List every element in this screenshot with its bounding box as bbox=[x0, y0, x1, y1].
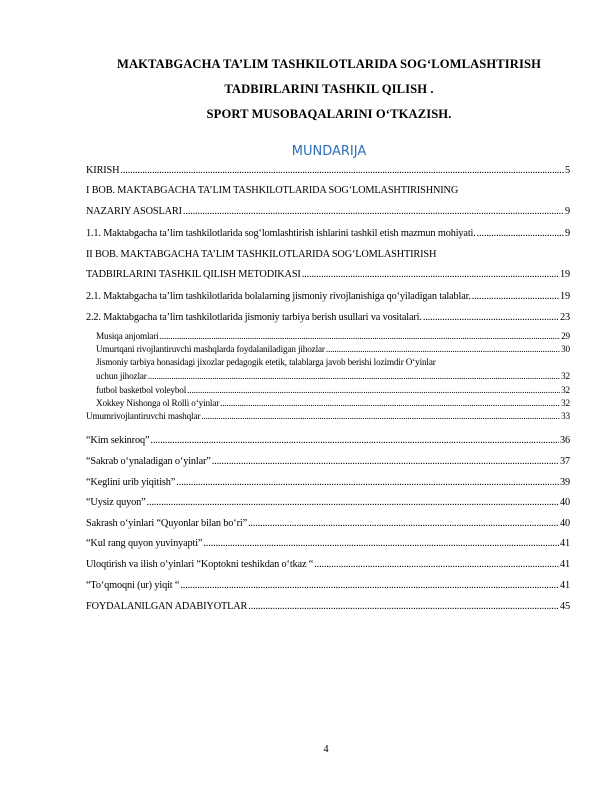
toc-entry-page: 30 bbox=[561, 344, 570, 354]
toc-entry-text: 2.2. Maktabgacha ta’lim tashkilotlarida jismoniy tarbiya berish usullari va vositalari. bbox=[86, 312, 422, 323]
toc-leader-dots bbox=[180, 579, 559, 592]
toc-leader-dots bbox=[183, 205, 564, 218]
document-title-line-3: SPORT MUSOBAQALARINI O‘TKAZISH. bbox=[206, 107, 452, 121]
toc-leader-dots bbox=[201, 411, 560, 422]
toc-entry-text: Jismoniy tarbiya honasidagi jixozlar pedagogik etetik, talablarga javob berishi lozimdir O‘yinlar bbox=[96, 357, 436, 367]
toc-entry[interactable] bbox=[86, 205, 570, 218]
toc-entry[interactable] bbox=[96, 398, 570, 409]
toc-entry-page: 9 bbox=[565, 206, 570, 217]
toc-leader-dots bbox=[176, 476, 559, 489]
toc-entry[interactable] bbox=[86, 268, 570, 281]
toc-entry[interactable] bbox=[86, 600, 570, 613]
toc-entry-page: 33 bbox=[561, 411, 570, 421]
toc-entry[interactable] bbox=[86, 476, 570, 489]
toc-entry-page: 37 bbox=[560, 456, 570, 467]
toc-entry-page: 32 bbox=[561, 371, 570, 381]
toc-leader-dots bbox=[477, 227, 564, 240]
toc-entry-page: 41 bbox=[560, 559, 570, 570]
toc-entry-text: 2.1. Maktabgacha ta’lim tashkilotlarida bolalarning jismoniy rivojlanishiga qo‘yiladigan talablar. bbox=[86, 291, 471, 302]
toc-entry-page: 41 bbox=[560, 538, 570, 549]
toc-entry-text: “Sakrab o‘ynaladigan o‘yinlar” bbox=[86, 456, 211, 467]
toc-leader-dots bbox=[147, 496, 559, 509]
document-title-line-2: TADBIRLARINI TASHKIL QILISH . bbox=[224, 82, 434, 96]
toc-entry[interactable] bbox=[86, 311, 570, 324]
toc-entry[interactable] bbox=[86, 290, 570, 303]
toc-entry-text: futbol basketbol voleybol bbox=[96, 385, 187, 395]
toc-entry-text: Uloqtirish va ilish o‘yinlari “Koptokni teshikdan o‘tkaz “ bbox=[86, 559, 314, 570]
toc-entry-page: 19 bbox=[560, 291, 570, 302]
toc-entry[interactable] bbox=[96, 385, 570, 396]
toc-heading: MUNDARIJA bbox=[291, 144, 367, 159]
toc-entry-page: 19 bbox=[560, 269, 570, 280]
toc-entry[interactable] bbox=[86, 248, 570, 261]
toc-leader-dots bbox=[423, 311, 559, 324]
toc-leader-dots bbox=[212, 455, 559, 468]
toc-entry-text: Sakrash o‘yinlari “Quyonlar bilan bo‘ri” bbox=[86, 518, 247, 529]
toc-entry[interactable] bbox=[96, 357, 570, 368]
toc-entry-text: Umurtqani rivojlantiruvchi mashqlarda foydalaniladigan jihozlar bbox=[96, 344, 325, 354]
toc-entry-text: 1.1. Maktabgacha ta’lim tashkilotlarida sog‘lomlashtirish ishlarini tashkil etish mazmun mohiyati. bbox=[86, 228, 476, 239]
toc-leader-dots bbox=[203, 537, 559, 550]
toc-entry-page: 40 bbox=[560, 497, 570, 508]
toc-entry-page: 39 bbox=[560, 477, 570, 488]
toc-leader-dots bbox=[314, 558, 559, 571]
toc-entry-text: “Keglini urib yiqitish” bbox=[86, 477, 176, 488]
toc-entry-page: 32 bbox=[561, 385, 570, 395]
toc-leader-dots bbox=[148, 371, 560, 382]
toc-entry-page: 32 bbox=[561, 398, 570, 408]
toc-entry[interactable] bbox=[86, 184, 570, 197]
toc-entry[interactable] bbox=[86, 496, 570, 509]
toc-entry-page: 36 bbox=[560, 435, 570, 446]
toc-entry[interactable] bbox=[86, 579, 570, 592]
toc-entry[interactable] bbox=[96, 331, 570, 342]
toc-leader-dots bbox=[472, 290, 559, 303]
toc-entry-page: 5 bbox=[565, 165, 570, 176]
toc-entry-text: “Kim sekinroq” bbox=[86, 435, 150, 446]
toc-entry[interactable] bbox=[86, 537, 570, 550]
toc-entry-page: 23 bbox=[560, 312, 570, 323]
toc-entry[interactable] bbox=[86, 517, 570, 530]
toc-entry[interactable] bbox=[86, 558, 570, 571]
toc-entry[interactable] bbox=[86, 227, 570, 240]
toc-leader-dots bbox=[120, 164, 564, 177]
toc-entry-text: “To‘qmoqni (ur) yiqit “ bbox=[86, 580, 180, 591]
page-number: 4 bbox=[323, 744, 329, 755]
toc-entry[interactable] bbox=[96, 344, 570, 355]
document-title-line-1: MAKTABGACHA TA’LIM TASHKILOTLARIDA SOG‘LOMLASHTIRISH bbox=[116, 57, 541, 71]
toc-entry-text: II BOB. MAKTABGACHA TA’LIM TASHKILOTLARIDA SOG‘LOMLASHTIRISH bbox=[86, 249, 437, 260]
toc-leader-dots bbox=[220, 398, 560, 409]
toc-leader-dots bbox=[187, 385, 560, 396]
toc-entry[interactable] bbox=[96, 371, 570, 382]
toc-entry-text: KIRISH bbox=[86, 165, 120, 176]
toc-leader-dots bbox=[150, 434, 559, 447]
toc-entry-text: “Uysiz quyon” bbox=[86, 497, 146, 508]
toc-entry-text: Umumrivojlantiruvchi mashqlar bbox=[86, 411, 201, 421]
toc-entry-text: uchun jihozlar bbox=[96, 371, 147, 381]
toc-entry[interactable] bbox=[86, 455, 570, 468]
toc-entry-text: FOYDALANILGAN ADABIYOTLAR bbox=[86, 601, 248, 612]
toc-entry[interactable] bbox=[86, 434, 570, 447]
toc-entry-text: TADBIRLARINI TASHKIL QILISH METODIKASI bbox=[86, 269, 301, 280]
toc-entry-page: 45 bbox=[560, 601, 570, 612]
toc-entry-text: “Kul rang quyon yuvinyapti” bbox=[86, 538, 203, 549]
toc-entry-text: Musiqa anjomlari bbox=[96, 331, 159, 341]
toc-entry[interactable] bbox=[86, 411, 570, 422]
toc-entry-page: 41 bbox=[560, 580, 570, 591]
toc-entry-text: I BOB. MAKTABGACHA TA’LIM TASHKILOTLARIDA SOG‘LOMLASHTIRISHNING bbox=[86, 185, 459, 196]
toc-entry[interactable] bbox=[86, 164, 570, 177]
toc-entry-page: 40 bbox=[560, 518, 570, 529]
toc-entry-page: 9 bbox=[565, 228, 570, 239]
toc-leader-dots bbox=[248, 600, 559, 613]
toc-entry-text: NAZARIY ASOSLARI bbox=[86, 206, 182, 217]
toc-entry-page: 29 bbox=[561, 331, 570, 341]
toc-leader-dots bbox=[302, 268, 559, 281]
toc-leader-dots bbox=[326, 344, 560, 355]
toc-leader-dots bbox=[248, 517, 559, 530]
toc-entry-text: Xokkey Nishonga ol Rolli o‘yinlar bbox=[96, 398, 220, 408]
toc-leader-dots bbox=[160, 331, 560, 342]
